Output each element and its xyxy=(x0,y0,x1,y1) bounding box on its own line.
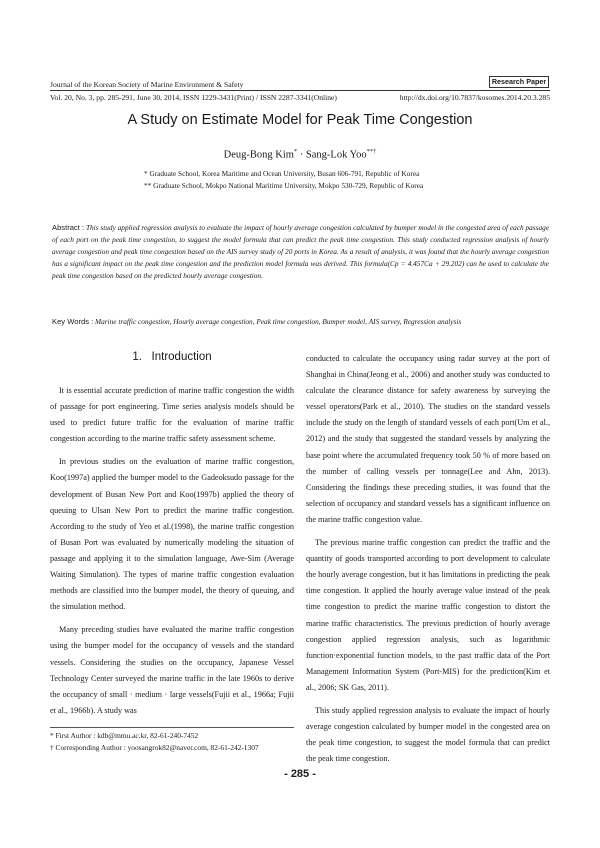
abstract-label: Abstract : xyxy=(52,223,85,232)
keywords-text: Marine traffic congestion, Hourly average congestion, Peak time congestion, Bumper model, AIS survey, Regression analysis xyxy=(95,317,462,326)
right-paragraph-2: The previous marine traffic congestion can predict the traffic and the quantity of goods transported according to port development to calculate the hourly average congestion, but it has limitations in predicting the peak time congestion. It applied the hourly average value instead of the peak time congestion to predict the marine traffic congestion to distort the marine traffic characteristics. The previous prediction of hourly average congestion applied regression analysis, such as logarithmic function·exponential function models, to the past traffic data of the Port Management Information System (Port-MIS) for the prediction(Kim et al., 2006; SK Gas, 2011). xyxy=(306,538,550,692)
keywords-block xyxy=(52,317,549,326)
section-heading xyxy=(50,351,294,363)
author-first-mark: * xyxy=(293,148,298,155)
author-separator: · xyxy=(297,149,306,161)
journal-name: Journal of the Korean Society of Marine Environment & Safety xyxy=(50,80,244,89)
paper-title: A Study on Estimate Model for Peak Time Congestion xyxy=(127,112,473,128)
affiliation-2: ** Graduate School, Mokpo National Maritime University, Mokpo 530-729, Republic of Korea xyxy=(144,181,424,190)
left-paragraph-2: In previous studies on the evaluation of marine traffic congestion, Koo(1997a) applied the bumper model to the Gadeoksudo passage for the development of Busan New Port and Koo(1997b) applied the theory of queuing to Ulsan New Port to predict the marine traffic congestion. According to the study of Yeo et al.(1998), the marine traffic congestion of Busan Port was evaluated by numerically modeling the situation of passage and applying it to the simulation language, Awe-Sim (Average Waiting Simulation). The types of marine traffic congestion evaluation methods are classified into the bumper model, the theory of queuing, and the simulation method. xyxy=(50,457,294,612)
section-number: 1. xyxy=(132,351,142,363)
left-paragraph-3: Many preceding studies have evaluated the marine traffic congestion using the bumper model for the occupancy of vessels and the standard vessels. Considering the studies on the occupancy, Japanese Vessel Technology Center surveyed the marine traffic in the late 1960s to derive the occupancy of small · medium · large vessels(Fujii et al., 1966a; Fujii et al., 1966b). A study was xyxy=(50,625,294,715)
abstract-block xyxy=(52,222,549,282)
author-second: Sang-Lok Yoo xyxy=(305,149,367,161)
author-line xyxy=(0,148,600,161)
abstract-text-1: This study applied regression analysis to evaluate the impact of hourly average congestion calculated by bumper model in the congested area of each passage of each port on the peak time congestion, to suggest the model formula that can predict the peak time congestion. This study conducted regression analysis of hourly average congestion and peak time congestion based on the AIS survey study of 20 ports in Korea. As a result of analysis, it was found that the hourly average congestion has a significant impact on the peak time congestion and the prediction model formula was derived. This formula( xyxy=(52,223,549,269)
section-title: Introduction xyxy=(151,351,212,363)
header-rule xyxy=(50,90,550,91)
abstract-formula: Cp = 4.457Ca + 29.202 xyxy=(390,259,462,269)
footnotes xyxy=(50,730,294,754)
right-column xyxy=(306,351,550,774)
citation-line: Vol. 20, No. 3, pp. 285-291, June 30, 2014, ISSN 1229-3431(Print) / ISSN 2287-3341(Online) xyxy=(50,93,337,102)
research-paper-badge: Research Paper xyxy=(489,76,549,88)
author-second-mark: **† xyxy=(366,148,377,155)
right-paragraph-1: conducted to calculate the occupancy using radar survey at the port of Shanghai in China(Jeong et al., 2006) and another study was conducted to calculate the clearance distance for safety awareness by surveying the vessel operators(Park et al., 2010). The studies on the standard vessels include the study on the length of standard vessels of each port(Um et al., 2012) and the study that suggested the standard vessels by analyzing the base point where the accumulated frequency took 50 % of more based on the number of calling vessels per tonnage(Lee and Ahn, 2013). Considering the findings these preceding studies, it was found that the selection of occupancy and standard vessels has a significant influence on the marine traffic congestion value. xyxy=(306,354,550,524)
doi-link[interactable]: http://dx.doi.org/10.7837/kosomes.2014.20.3.285 xyxy=(399,93,550,102)
footnote-corresponding-author: † Corresponding Author : yoosangrok82@naver.com, 82-61-242-1307 xyxy=(50,743,259,752)
page-number: - 285 - xyxy=(284,768,316,780)
footnote-rule xyxy=(50,727,294,728)
author-first: Deug-Bong Kim xyxy=(223,149,294,161)
left-paragraph-1: It is essential accurate prediction of marine traffic congestion the width of passage for port engineering. Time series analysis models should be used to predict future traffic for the evaluation of marine traffic congestion according to the marine traffic safety assessment scheme. xyxy=(50,386,294,444)
left-column xyxy=(50,383,294,726)
affiliation-1: * Graduate School, Korea Maritime and Ocean University, Busan 606-791, Republic of Korea xyxy=(144,169,420,178)
right-paragraph-3: This study applied regression analysis to evaluate the impact of hourly average congestion calculated by bumper model in the congested area on the peak time congestion, to suggest the model formula that can predict the peak time congestion. xyxy=(306,705,550,764)
keywords-label: Key Words : xyxy=(52,317,94,326)
footnote-first-author: * First Author : kdb@mmu.ac.kr, 82-61-240-7452 xyxy=(50,731,199,740)
abstract-text-2: ) can be used to calculate the peak time congestion based on the predicted hourly average congestion. xyxy=(52,259,549,281)
